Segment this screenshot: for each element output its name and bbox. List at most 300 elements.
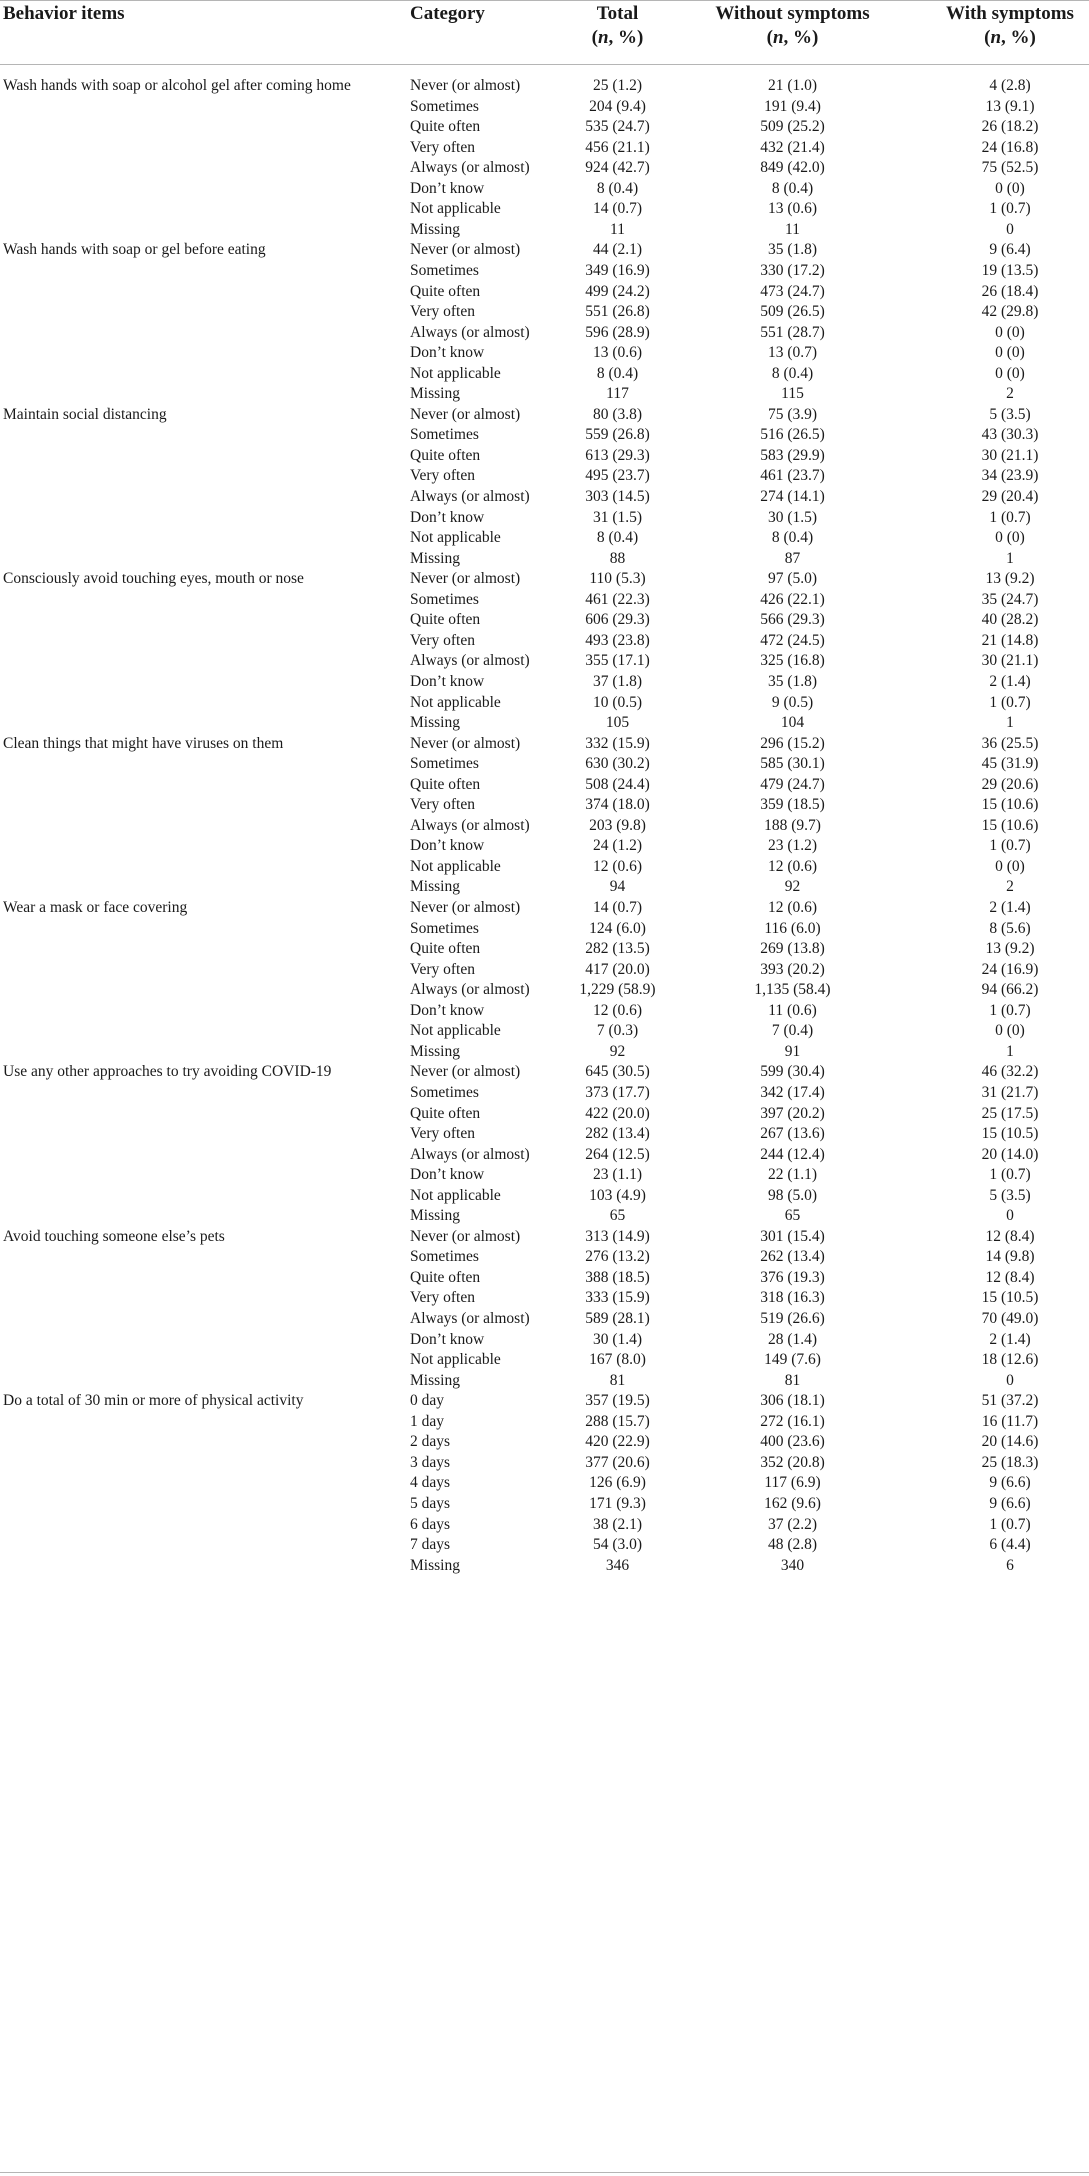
with-symptoms-cell: 8 (5.6): [989, 919, 1031, 937]
total-cell: 167 (8.0): [589, 1351, 646, 1369]
with-symptoms-cell: 51 (37.2): [981, 1392, 1039, 1410]
without-symptoms-cell: 509 (26.5): [760, 303, 825, 321]
without-symptoms-cell: 426 (22.1): [760, 590, 825, 608]
category-cell: Sometimes: [410, 1248, 479, 1266]
category-cell: Very often: [410, 303, 475, 321]
category-cell: Sometimes: [410, 755, 479, 773]
without-symptoms-cell: 91: [784, 1042, 801, 1060]
with-symptoms-cell: 42 (29.8): [981, 303, 1039, 321]
total-cell: 14 (0.7): [592, 899, 643, 916]
without-symptoms-cell: 28 (1.4): [767, 1330, 818, 1348]
without-symptoms-cell: 30 (1.5): [767, 508, 818, 526]
with-symptoms-cell: 1: [1006, 549, 1014, 567]
behavior-item-cell: Wash hands with soap or alcohol gel after coming home: [3, 77, 351, 94]
with-symptoms-cell: 0: [1006, 1371, 1014, 1389]
with-symptoms-cell: 2: [1006, 385, 1014, 403]
without-symptoms-cell: 9 (0.5): [771, 693, 814, 711]
category-cell: Missing: [410, 549, 460, 567]
category-cell: Don’t know: [410, 837, 485, 855]
category-cell: Very often: [410, 1125, 475, 1143]
with-symptoms-cell: 24 (16.9): [981, 960, 1039, 978]
total-cell: 24 (1.2): [592, 837, 643, 855]
category-cell: Quite often: [410, 118, 481, 136]
without-symptoms-cell: 473 (24.7): [760, 282, 825, 300]
category-cell: Never (or almost): [410, 570, 521, 588]
total-cell: 80 (3.8): [592, 405, 643, 423]
category-cell: Not applicable: [410, 693, 501, 711]
without-symptoms-cell: 37 (2.2): [767, 1515, 818, 1533]
without-symptoms-cell: 306 (18.1): [760, 1392, 825, 1410]
behavior-item-cell: Use any other approaches to try avoiding COVID-19: [3, 1063, 332, 1081]
total-cell: 535 (24.7): [585, 118, 650, 136]
total-cell: 23 (1.1): [592, 1166, 643, 1184]
with-symptoms-cell: 21 (14.8): [981, 631, 1039, 649]
header-bottom-rule: [0, 64, 1089, 65]
with-symptoms-cell: 2 (1.4): [989, 1330, 1031, 1348]
category-cell: Sometimes: [410, 1083, 479, 1101]
total-cell: 12 (0.6): [592, 1001, 643, 1019]
without-symptoms-cell: 21 (1.0): [767, 77, 818, 94]
without-symptoms-cell: 274 (14.1): [760, 488, 825, 505]
category-cell: Never (or almost): [410, 405, 521, 423]
category-cell: 6 days: [410, 1515, 451, 1533]
category-cell: Not applicable: [410, 529, 501, 547]
without-symptoms-cell: 13 (0.7): [767, 344, 818, 362]
without-symptoms-cell: 472 (24.5): [760, 631, 825, 649]
total-cell: 420 (22.9): [585, 1433, 650, 1451]
header-category: Category: [410, 3, 485, 24]
total-cell: 37 (1.8): [592, 672, 643, 690]
category-cell: Sometimes: [410, 426, 479, 444]
without-symptoms-cell: 35 (1.8): [767, 672, 818, 690]
without-symptoms-cell: 272 (16.1): [760, 1412, 825, 1430]
total-cell: 38 (2.1): [592, 1515, 643, 1533]
category-cell: Always (or almost): [410, 488, 530, 505]
total-cell: 1,229 (58.9): [579, 981, 656, 999]
with-symptoms-cell: 0 (0): [995, 179, 1025, 197]
without-symptoms-cell: 583 (29.9): [760, 446, 825, 464]
with-symptoms-cell: 9 (6.6): [989, 1494, 1031, 1512]
without-symptoms-cell: 11: [785, 220, 800, 238]
category-cell: Quite often: [410, 282, 481, 300]
total-cell: 630 (30.2): [585, 755, 650, 773]
header-with-symptoms-label: With symptoms: [946, 3, 1074, 24]
behavior-item-cell: Wash hands with soap or gel before eating: [3, 241, 266, 259]
total-cell: 8 (0.4): [596, 364, 639, 382]
total-cell: 495 (23.7): [585, 467, 650, 485]
without-symptoms-cell: 48 (2.8): [767, 1536, 818, 1554]
without-symptoms-cell: 13 (0.6): [767, 200, 818, 218]
with-symptoms-cell: 9 (6.4): [989, 241, 1031, 259]
without-symptoms-cell: 12 (0.6): [767, 857, 818, 875]
with-symptoms-cell: 13 (9.2): [985, 570, 1035, 588]
category-cell: Very often: [410, 1289, 475, 1307]
without-symptoms-cell: 479 (24.7): [760, 775, 825, 793]
with-symptoms-cell: 29 (20.4): [981, 488, 1039, 505]
with-symptoms-cell: 26 (18.4): [981, 282, 1039, 300]
without-symptoms-cell: 1,135 (58.4): [754, 981, 831, 999]
total-cell: 645 (30.5): [585, 1063, 650, 1081]
total-cell: 94: [609, 878, 626, 896]
without-symptoms-cell: 432 (21.4): [760, 138, 825, 156]
category-cell: Never (or almost): [410, 734, 521, 752]
category-cell: Very often: [410, 631, 475, 649]
with-symptoms-cell: 9 (6.6): [989, 1474, 1031, 1492]
with-symptoms-cell: 1 (0.7): [989, 693, 1031, 711]
category-cell: Missing: [410, 1042, 460, 1060]
without-symptoms-cell: 11 (0.6): [768, 1001, 817, 1019]
with-symptoms-cell: 5 (3.5): [989, 405, 1031, 423]
category-cell: Very often: [410, 138, 475, 156]
category-cell: Very often: [410, 960, 475, 978]
without-symptoms-cell: 393 (20.2): [760, 960, 825, 978]
header-behavior-items: Behavior items: [3, 3, 125, 24]
without-symptoms-cell: 461 (23.7): [760, 467, 825, 485]
total-cell: 25 (1.2): [592, 77, 643, 94]
behavior-item-cell: Wear a mask or face covering: [3, 899, 188, 916]
with-symptoms-cell: 40 (28.2): [981, 611, 1039, 629]
total-cell: 171 (9.3): [589, 1494, 646, 1512]
without-symptoms-cell: 400 (23.6): [760, 1433, 825, 1451]
category-cell: Not applicable: [410, 1186, 501, 1204]
category-cell: Never (or almost): [410, 1063, 521, 1081]
category-cell: 3 days: [410, 1453, 451, 1471]
with-symptoms-cell: 4 (2.8): [989, 77, 1031, 94]
header-without-symptoms-unit: (n, %): [766, 27, 819, 48]
category-cell: Don’t know: [410, 1001, 485, 1019]
with-symptoms-cell: 46 (32.2): [981, 1063, 1039, 1081]
with-symptoms-cell: 5 (3.5): [989, 1186, 1031, 1204]
without-symptoms-cell: 92: [784, 878, 801, 896]
total-cell: 117: [606, 385, 629, 403]
without-symptoms-cell: 296 (15.2): [760, 734, 825, 752]
without-symptoms-cell: 8 (0.4): [771, 364, 814, 382]
with-symptoms-cell: 35 (24.7): [981, 590, 1039, 608]
category-cell: Always (or almost): [410, 323, 530, 341]
total-cell: 508 (24.4): [585, 775, 650, 793]
total-cell: 313 (14.9): [585, 1227, 650, 1245]
with-symptoms-cell: 19 (13.5): [981, 261, 1039, 279]
total-cell: 7 (0.3): [596, 1022, 639, 1040]
category-cell: Not applicable: [410, 1022, 501, 1040]
with-symptoms-cell: 25 (17.5): [981, 1104, 1039, 1122]
with-symptoms-cell: 2 (1.4): [989, 672, 1031, 690]
with-symptoms-cell: 0 (0): [995, 344, 1025, 362]
category-cell: Don’t know: [410, 1330, 485, 1348]
with-symptoms-cell: 94 (66.2): [981, 981, 1039, 999]
header-total-unit: (n, %): [591, 27, 644, 48]
table-top-rule: [0, 0, 1089, 1]
without-symptoms-cell: 516 (26.5): [760, 426, 825, 444]
without-symptoms-cell: 8 (0.4): [771, 529, 814, 547]
with-symptoms-cell: 0 (0): [995, 529, 1025, 547]
with-symptoms-cell: 20 (14.6): [981, 1433, 1039, 1451]
category-cell: Don’t know: [410, 344, 485, 362]
total-cell: 303 (14.5): [585, 488, 650, 505]
with-symptoms-cell: 1 (0.7): [989, 508, 1031, 526]
behavior-item-cell: Consciously avoid touching eyes, mouth or nose: [3, 570, 304, 588]
without-symptoms-cell: 301 (15.4): [760, 1227, 825, 1245]
total-cell: 14 (0.7): [592, 200, 643, 218]
category-cell: Missing: [410, 714, 460, 732]
with-symptoms-cell: 18 (12.6): [981, 1351, 1039, 1369]
header-with-symptoms-unit: (n, %): [984, 27, 1036, 48]
total-cell: 606 (29.3): [585, 611, 650, 629]
with-symptoms-cell: 6: [1006, 1556, 1014, 1574]
with-symptoms-cell: 31 (21.7): [981, 1083, 1039, 1101]
category-cell: Missing: [410, 385, 460, 403]
total-cell: 30 (1.4): [592, 1330, 643, 1348]
total-cell: 461 (22.3): [585, 590, 650, 608]
with-symptoms-cell: 1 (0.7): [989, 1001, 1031, 1019]
category-cell: Not applicable: [410, 364, 501, 382]
category-cell: Missing: [410, 1371, 460, 1389]
total-cell: 422 (20.0): [585, 1104, 650, 1122]
total-cell: 388 (18.5): [585, 1268, 650, 1286]
with-symptoms-cell: 1 (0.7): [989, 200, 1031, 218]
total-cell: 124 (6.0): [589, 919, 646, 937]
without-symptoms-cell: 65: [784, 1207, 801, 1225]
without-symptoms-cell: 149 (7.6): [764, 1351, 821, 1369]
with-symptoms-cell: 70 (49.0): [981, 1310, 1039, 1327]
category-cell: Missing: [410, 1207, 460, 1225]
with-symptoms-cell: 1 (0.7): [989, 1166, 1031, 1184]
category-cell: 0 day: [410, 1392, 445, 1410]
with-symptoms-cell: 1 (0.7): [989, 1515, 1031, 1533]
table-row: [0, 1552, 1089, 1581]
with-symptoms-cell: 12 (8.4): [985, 1227, 1035, 1245]
total-cell: 204 (9.4): [589, 97, 646, 115]
category-cell: Quite often: [410, 940, 481, 958]
with-symptoms-cell: 0 (0): [995, 857, 1025, 875]
without-symptoms-cell: 566 (29.3): [760, 611, 825, 629]
total-cell: 8 (0.4): [596, 179, 639, 197]
without-symptoms-cell: 162 (9.6): [764, 1494, 821, 1512]
without-symptoms-cell: 188 (9.7): [764, 816, 821, 834]
with-symptoms-cell: 6 (4.4): [989, 1536, 1031, 1554]
with-symptoms-cell: 30 (21.1): [981, 446, 1039, 464]
total-cell: 10 (0.5): [592, 693, 643, 711]
with-symptoms-cell: 1: [1006, 714, 1014, 732]
category-cell: Sometimes: [410, 919, 479, 937]
total-cell: 203 (9.8): [589, 816, 646, 834]
with-symptoms-cell: 30 (21.1): [981, 652, 1039, 670]
without-symptoms-cell: 87: [784, 549, 801, 567]
without-symptoms-cell: 117 (6.9): [764, 1474, 821, 1492]
without-symptoms-cell: 519 (26.6): [760, 1310, 825, 1327]
category-cell: Never (or almost): [410, 77, 521, 94]
without-symptoms-cell: 75 (3.9): [767, 405, 818, 423]
total-cell: 126 (6.9): [589, 1474, 646, 1492]
total-cell: 88: [609, 549, 626, 567]
behavior-item-cell: Clean things that might have viruses on them: [3, 734, 284, 752]
with-symptoms-cell: 15 (10.6): [981, 816, 1039, 834]
without-symptoms-cell: 22 (1.1): [767, 1166, 818, 1184]
category-cell: 7 days: [410, 1536, 451, 1554]
with-symptoms-cell: 0: [1006, 220, 1014, 238]
total-cell: 282 (13.4): [585, 1125, 650, 1143]
without-symptoms-cell: 359 (18.5): [760, 796, 825, 814]
without-symptoms-cell: 262 (13.4): [760, 1248, 825, 1266]
without-symptoms-cell: 585 (30.1): [760, 755, 825, 773]
with-symptoms-cell: 20 (14.0): [981, 1145, 1039, 1163]
with-symptoms-cell: 29 (20.6): [981, 775, 1039, 793]
category-cell: Missing: [410, 220, 460, 238]
category-cell: 4 days: [410, 1474, 451, 1492]
total-cell: 288 (15.7): [585, 1412, 650, 1430]
total-cell: 589 (28.1): [585, 1310, 650, 1327]
header-without-symptoms-label: Without symptoms: [715, 3, 870, 24]
without-symptoms-cell: 376 (19.3): [760, 1268, 825, 1286]
header-with-symptoms: [940, 2, 1080, 50]
total-cell: 282 (13.5): [585, 940, 650, 958]
category-cell: Quite often: [410, 611, 481, 629]
category-cell: Sometimes: [410, 97, 479, 115]
category-cell: Not applicable: [410, 857, 501, 875]
category-cell: Not applicable: [410, 1351, 501, 1369]
without-symptoms-cell: 340: [780, 1556, 805, 1574]
without-symptoms-cell: 35 (1.8): [767, 241, 818, 259]
total-cell: 333 (15.9): [585, 1289, 650, 1307]
with-symptoms-cell: 2: [1006, 878, 1014, 896]
with-symptoms-cell: 15 (10.5): [981, 1125, 1039, 1143]
without-symptoms-cell: 116 (6.0): [764, 919, 821, 937]
with-symptoms-cell: 0: [1006, 1207, 1014, 1225]
without-symptoms-cell: 191 (9.4): [764, 97, 821, 115]
with-symptoms-cell: 45 (31.9): [981, 755, 1039, 773]
total-cell: 110 (5.3): [589, 570, 646, 588]
header-without-symptoms: [700, 2, 885, 50]
total-cell: 613 (29.3): [585, 446, 650, 464]
category-cell: Not applicable: [410, 200, 501, 218]
total-cell: 8 (0.4): [596, 529, 639, 547]
table-bottom-rule: [0, 2172, 1089, 2173]
without-symptoms-cell: 244 (12.4): [760, 1145, 825, 1163]
total-cell: 596 (28.9): [585, 323, 650, 341]
header-total: [555, 2, 680, 50]
total-cell: 264 (12.5): [585, 1145, 650, 1163]
without-symptoms-cell: 115: [781, 385, 804, 403]
without-symptoms-cell: 81: [784, 1371, 801, 1389]
without-symptoms-cell: 551 (28.7): [760, 323, 825, 341]
behavior-item-cell: Do a total of 30 min or more of physical activity: [3, 1392, 304, 1410]
total-cell: 44 (2.1): [592, 241, 643, 259]
total-cell: 346: [605, 1556, 630, 1574]
without-symptoms-cell: 318 (16.3): [760, 1289, 825, 1307]
without-symptoms-cell: 509 (25.2): [760, 118, 825, 136]
without-symptoms-cell: 325 (16.8): [760, 652, 825, 670]
without-symptoms-cell: 7 (0.4): [771, 1022, 814, 1040]
total-cell: 276 (13.2): [585, 1248, 650, 1266]
with-symptoms-cell: 34 (23.9): [981, 467, 1039, 485]
without-symptoms-cell: 267 (13.6): [760, 1125, 825, 1143]
with-symptoms-cell: 14 (9.8): [985, 1248, 1035, 1266]
category-cell: Very often: [410, 796, 475, 814]
without-symptoms-cell: 599 (30.4): [760, 1063, 825, 1081]
category-cell: Sometimes: [410, 261, 479, 279]
with-symptoms-cell: 2 (1.4): [989, 899, 1031, 916]
category-cell: 2 days: [410, 1433, 451, 1451]
with-symptoms-cell: 0 (0): [995, 323, 1025, 341]
total-cell: 355 (17.1): [585, 652, 650, 670]
without-symptoms-cell: 23 (1.2): [767, 837, 818, 855]
category-cell: Quite often: [410, 1268, 481, 1286]
total-cell: 92: [609, 1042, 626, 1060]
total-cell: 12 (0.6): [592, 857, 643, 875]
total-cell: 105: [605, 714, 630, 732]
category-cell: Never (or almost): [410, 1227, 521, 1245]
without-symptoms-cell: 269 (13.8): [760, 940, 825, 958]
category-cell: Never (or almost): [410, 899, 521, 916]
category-cell: Quite often: [410, 775, 481, 793]
with-symptoms-cell: 13 (9.2): [985, 940, 1035, 958]
total-cell: 373 (17.7): [585, 1083, 650, 1101]
total-cell: 924 (42.7): [585, 159, 650, 177]
with-symptoms-cell: 15 (10.6): [981, 796, 1039, 814]
without-symptoms-cell: 397 (20.2): [760, 1104, 825, 1122]
category-cell: Don’t know: [410, 179, 485, 197]
without-symptoms-cell: 97 (5.0): [767, 570, 818, 588]
with-symptoms-cell: 1: [1006, 1042, 1014, 1060]
total-cell: 551 (26.8): [585, 303, 650, 321]
with-symptoms-cell: 15 (10.5): [981, 1289, 1039, 1307]
total-cell: 493 (23.8): [585, 631, 650, 649]
total-cell: 374 (18.0): [585, 796, 650, 814]
category-cell: Don’t know: [410, 508, 485, 526]
with-symptoms-cell: 36 (25.5): [981, 734, 1039, 752]
category-cell: 5 days: [410, 1494, 451, 1512]
with-symptoms-cell: 75 (52.5): [981, 159, 1039, 177]
without-symptoms-cell: 342 (17.4): [760, 1083, 825, 1101]
total-cell: 499 (24.2): [585, 282, 650, 300]
category-cell: Very often: [410, 467, 475, 485]
total-cell: 332 (15.9): [585, 734, 650, 752]
total-cell: 103 (4.9): [589, 1186, 646, 1204]
category-cell: Always (or almost): [410, 1145, 530, 1163]
total-cell: 357 (19.5): [585, 1392, 650, 1410]
category-cell: Missing: [410, 1556, 460, 1574]
without-symptoms-cell: 104: [780, 714, 805, 732]
total-cell: 54 (3.0): [592, 1536, 643, 1554]
without-symptoms-cell: 12 (0.6): [767, 899, 818, 916]
with-symptoms-cell: 13 (9.1): [985, 97, 1035, 115]
total-cell: 559 (26.8): [585, 426, 650, 444]
with-symptoms-cell: 24 (16.8): [981, 138, 1039, 156]
category-cell: Never (or almost): [410, 241, 521, 259]
category-cell: Missing: [410, 878, 460, 896]
with-symptoms-cell: 12 (8.4): [985, 1268, 1035, 1286]
category-cell: Quite often: [410, 446, 481, 464]
with-symptoms-cell: 16 (11.7): [981, 1412, 1039, 1430]
category-cell: Sometimes: [410, 590, 479, 608]
total-cell: 11: [610, 220, 625, 238]
with-symptoms-cell: 0 (0): [995, 1022, 1025, 1040]
total-cell: 456 (21.1): [585, 138, 650, 156]
header-total-label: Total: [596, 3, 639, 24]
with-symptoms-cell: 43 (30.3): [981, 426, 1039, 444]
category-cell: Always (or almost): [410, 652, 530, 670]
category-cell: Always (or almost): [410, 981, 530, 999]
without-symptoms-cell: 352 (20.8): [760, 1453, 825, 1471]
with-symptoms-cell: 25 (18.3): [981, 1453, 1039, 1471]
with-symptoms-cell: 1 (0.7): [989, 837, 1031, 855]
total-cell: 417 (20.0): [585, 960, 650, 978]
with-symptoms-cell: 26 (18.2): [981, 118, 1039, 136]
category-cell: Always (or almost): [410, 816, 530, 834]
category-cell: Always (or almost): [410, 159, 530, 177]
category-cell: Quite often: [410, 1104, 481, 1122]
without-symptoms-cell: 8 (0.4): [771, 179, 814, 197]
